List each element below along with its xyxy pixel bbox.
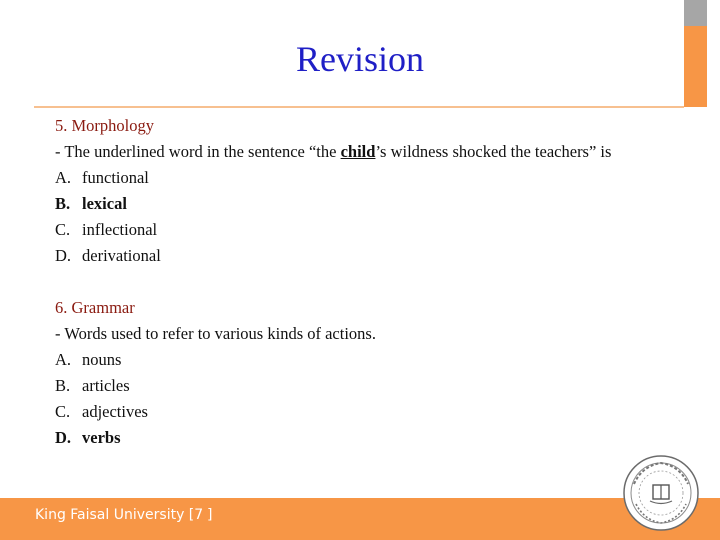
footer-university: King Faisal University [7 <box>35 507 204 523</box>
option-text: adjectives <box>82 402 148 421</box>
option-letter: C. <box>55 402 71 421</box>
q6-option-d <box>55 425 675 451</box>
q6-option-c <box>55 399 675 425</box>
option-text: articles <box>82 376 130 395</box>
title-divider <box>34 106 684 108</box>
q5-option-a <box>55 165 675 191</box>
option-text: verbs <box>82 428 121 447</box>
q5-prompt-before: - The underlined word in the sentence “the <box>55 142 341 161</box>
q5-heading: 5. Morphology <box>55 116 154 135</box>
option-text: derivational <box>82 246 161 265</box>
q6-option-a <box>55 347 675 373</box>
footer-bar <box>0 498 720 540</box>
option-letter: D. <box>55 428 72 447</box>
option-text: nouns <box>82 350 122 369</box>
option-letter: A. <box>55 168 72 187</box>
q5-option-c <box>55 217 675 243</box>
q5-option-d <box>55 243 675 269</box>
q6-prompt: - Words used to refer to various kinds of actions. <box>55 324 376 343</box>
corner-accent-gray <box>684 0 707 26</box>
option-text: lexical <box>82 194 127 213</box>
q5-option-b <box>55 191 675 217</box>
q5-underlined-word: child <box>340 142 376 161</box>
option-text: inflectional <box>82 220 158 239</box>
option-letter: C. <box>55 220 71 239</box>
slide-content <box>55 113 675 451</box>
q5-prompt <box>55 139 675 165</box>
option-letter: B. <box>55 194 71 213</box>
option-letter: B. <box>55 376 71 395</box>
spacer <box>55 269 675 295</box>
q6-option-b <box>55 373 675 399</box>
option-letter: D. <box>55 246 72 265</box>
option-letter: A. <box>55 350 72 369</box>
q5-prompt-after: ’s wildness shocked the teachers” is <box>375 142 612 161</box>
university-seal-icon <box>622 454 700 532</box>
option-text: functional <box>82 168 149 187</box>
q6-heading: 6. Grammar <box>55 298 135 317</box>
footer-page-close: ] <box>207 507 213 523</box>
slide-title: Revision <box>295 39 424 79</box>
